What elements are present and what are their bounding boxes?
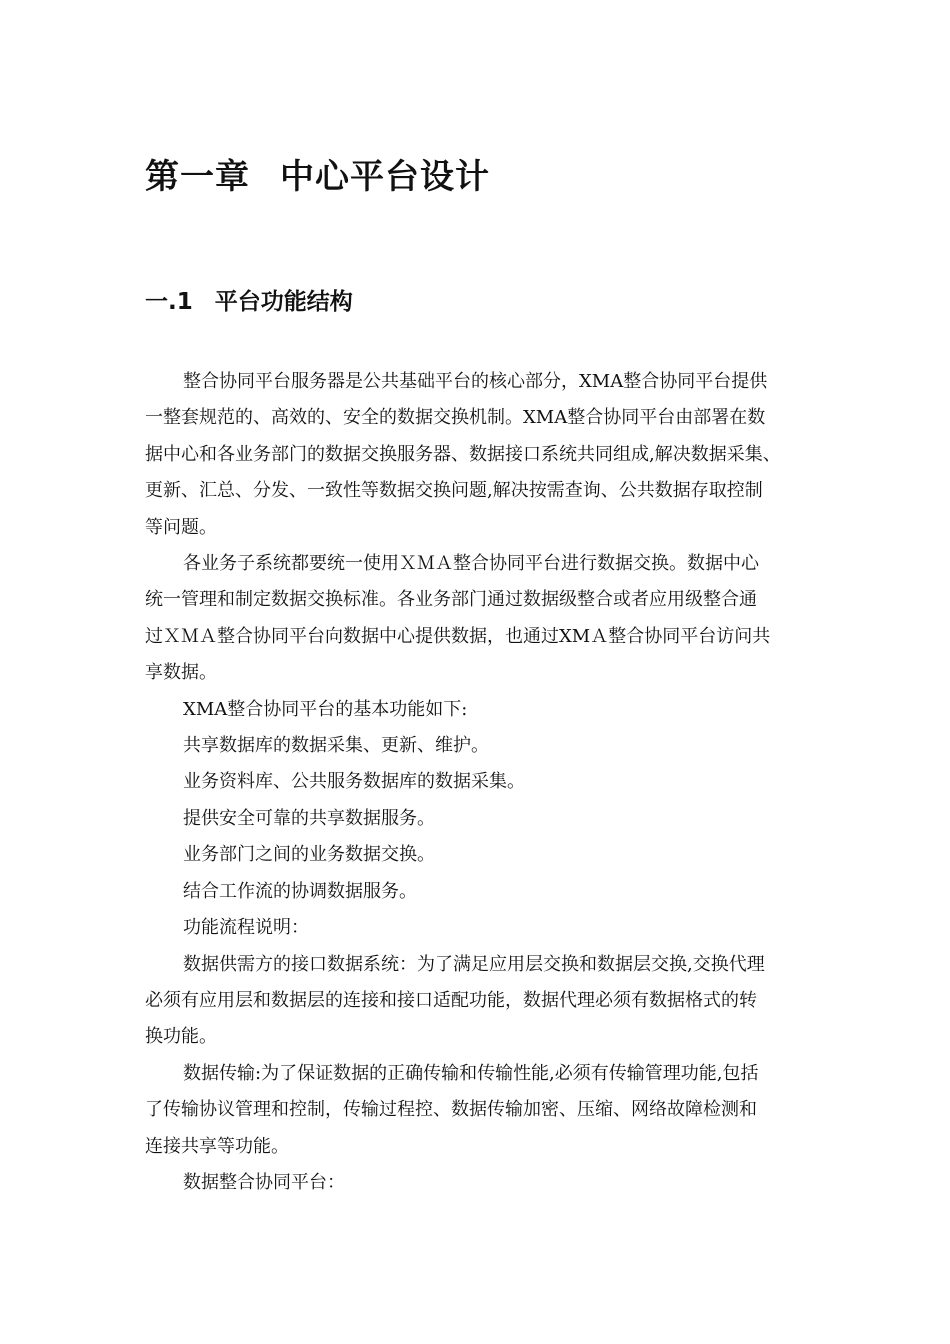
- text-line: 共享数据库的数据采集、更新、维护。: [183, 735, 489, 757]
- text-line: 过ＸＭＡ整合协同平台向数据中心提供数据，也通过XMＡ整合协同平台访问共: [145, 625, 771, 647]
- text-line: 等问题。: [145, 516, 217, 538]
- text-line: 功能流程说明：: [183, 917, 309, 939]
- text-line: 各业务子系统都要统一使用ＸＭＡ整合协同平台进行数据交换。数据中心: [183, 553, 759, 575]
- text-line: 业务部门之间的业务数据交换。: [183, 844, 435, 866]
- text-line: 享数据。: [145, 662, 217, 684]
- text-line: 换功能。: [145, 1026, 217, 1048]
- section-name: 平台功能结构: [214, 289, 353, 315]
- text-line: 整合协同平台服务器是公共基础平台的核心部分，XMA整合协同平台提供: [183, 371, 768, 392]
- chapter-name: 中心平台设计: [280, 157, 490, 197]
- body-text: [145, 364, 835, 1201]
- section-number: 一.1: [145, 289, 193, 315]
- text-line: 一整套规范的、高效的、安全的数据交换机制。XMA整合协同平台由部署在数: [145, 407, 766, 429]
- text-line: 数据传输:为了保证数据的正确传输和传输性能,必须有传输管理功能,包括: [183, 1062, 759, 1084]
- text-line: 业务资料库、公共服务数据库的数据采集。: [183, 771, 525, 793]
- text-line: 据中心和各业务部门的数据交换服务器、数据接口系统共同组成,解决数据采集、: [145, 443, 781, 465]
- section-title: [145, 285, 353, 319]
- text-line: 必须有应用层和数据层的连接和接口适配功能，数据代理必须有数据格式的转: [145, 989, 757, 1011]
- text-line: 数据整合协同平台：: [183, 1171, 345, 1193]
- text-line: XMA整合协同平台的基本功能如下:: [183, 698, 468, 720]
- text-line: 连接共享等功能。: [145, 1135, 289, 1157]
- text-line: 提供安全可靠的共享数据服务。: [183, 807, 435, 829]
- text-line: 结合工作流的协调数据服务。: [183, 880, 417, 902]
- text-line: 更新、汇总、分发、一致性等数据交换问题,解决按需查询、公共数据存取控制: [145, 480, 763, 502]
- text-line: 数据供需方的接口数据系统：为了满足应用层交换和数据层交换,交换代理: [183, 953, 765, 975]
- chapter-number: 第一章: [145, 157, 250, 197]
- chapter-title: [145, 152, 490, 202]
- text-line: 统一管理和制定数据交换标准。各业务部门通过数据级整合或者应用级整合通: [145, 589, 757, 611]
- text-line: 了传输协议管理和控制，传输过程控、数据传输加密、压缩、网络故障检测和: [145, 1099, 757, 1121]
